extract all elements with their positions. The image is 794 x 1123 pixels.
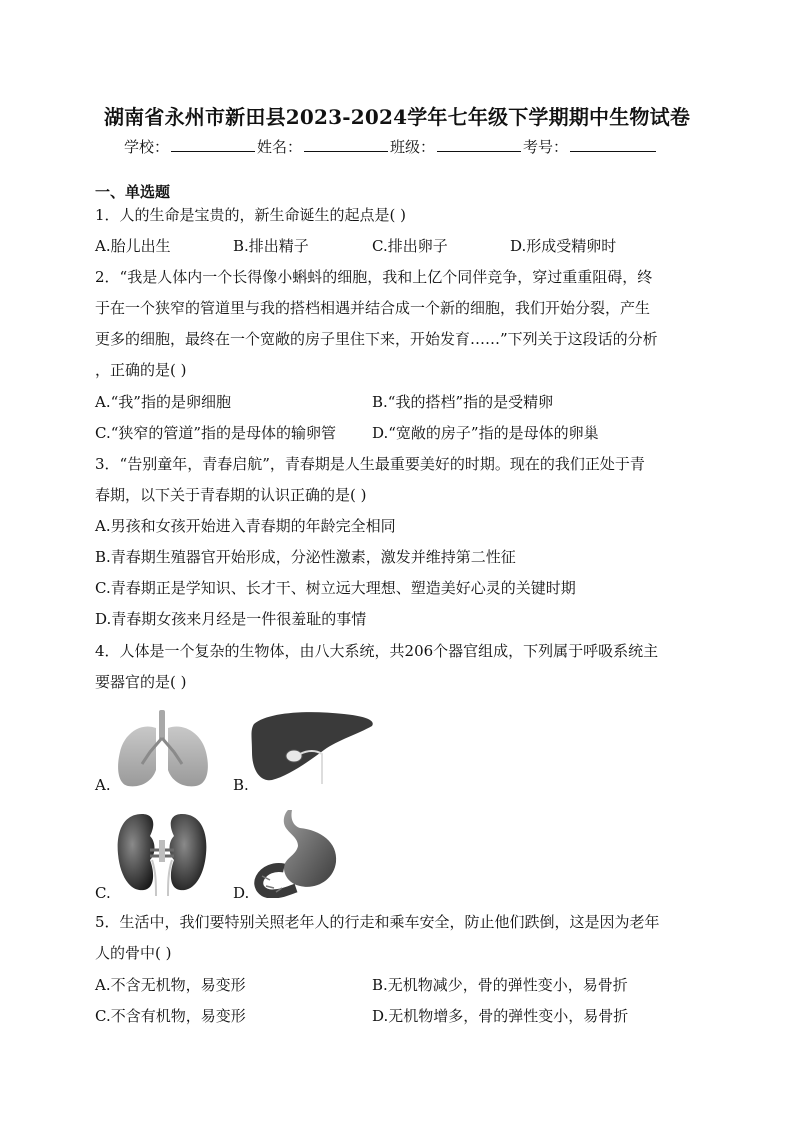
q4-option-c-label[interactable]: C. [95,884,111,902]
q5-option-b[interactable]: B.无机物减少，骨的弹性变小，易骨折 [372,976,628,994]
q3-stem-line-1: 3．“告别童年，青春启航”，青春期是人生最重要美好的时期。现在的我们正处于青 [95,455,645,473]
q2-option-d[interactable]: D.“宽敞的房子”指的是母体的卵巢 [372,424,599,442]
school-label: 学校： [124,138,170,156]
class-label: 班级： [390,138,436,156]
q5-option-c[interactable]: C.不含有机物，易变形 [95,1007,246,1025]
q4-option-d-label[interactable]: D. [233,884,250,902]
q3-option-a[interactable]: A.男孩和女孩开始进入青春期的年龄完全相同 [95,517,396,535]
q2-stem-line-3: 更多的细胞，最终在一个宽敞的房子里住下来，开始发育……”下列关于这段话的分析 [95,330,658,348]
q3-stem-line-2: 春期，以下关于青春期的认识正确的是( ) [95,486,367,504]
class-blank[interactable] [437,137,521,152]
q2-stem-line-1: 2．“我是人体内一个长得像小蝌蚪的细胞，我和上亿个同伴竞争，穿过重重阻碍，终 [95,268,653,286]
q2-stem-line-4: ，正确的是( ) [95,361,187,379]
q2-option-b[interactable]: B.“我的搭档”指的是受精卵 [372,393,554,411]
q5-stem-line-1: 5．生活中，我们要特别关照老年人的行走和乘车安全，防止他们跌倒，这是因为老年 [95,913,660,931]
q2-option-c[interactable]: C.“狭窄的管道”指的是母体的输卵管 [95,424,337,442]
name-blank[interactable] [304,137,388,152]
liver-image[interactable] [248,706,378,790]
lungs-image[interactable] [110,708,214,790]
q4-stem-line-2: 要器官的是( ) [95,673,187,691]
student-info-line [124,136,658,157]
q4-option-b-label[interactable]: B. [233,776,249,794]
q3-option-b[interactable]: B.青春期生殖器官开始形成，分泌性激素，激发并维持第二性征 [95,548,516,566]
q4-option-a-label[interactable]: A. [95,776,111,794]
school-blank[interactable] [171,137,255,152]
q3-option-d[interactable]: D.青春期女孩来月经是一件很羞耻的事情 [95,610,367,628]
q1-stem: 1．人的生命是宝贵的，新生命诞生的起点是( ) [95,206,407,224]
q5-option-d[interactable]: D.无机物增多，骨的弹性变小，易骨折 [372,1007,629,1025]
page-title: 湖南省永州市新田县2023-2024学年七年级下学期期中生物试卷 [103,105,691,129]
number-blank[interactable] [570,137,656,152]
q1-option-a[interactable]: A.胎儿出生 [95,237,171,255]
number-label: 考号： [523,138,569,156]
q3-option-c[interactable]: C.青春期正是学知识、长才干、树立远大理想、塑造美好心灵的关键时期 [95,579,576,597]
name-label: 姓名： [257,138,303,156]
q5-stem-line-2: 人的骨中( ) [95,944,172,962]
section-heading: 一、单选题 [95,183,171,201]
q1-option-c[interactable]: C.排出卵子 [372,237,448,255]
q1-option-d[interactable]: D.形成受精卵时 [510,237,617,255]
q4-stem-line-1: 4．人体是一个复杂的生物体，由八大系统，共206个器官组成，下列属于呼吸系统主 [95,642,659,660]
q2-stem-line-2: 于在一个狭窄的管道里与我的搭档相遇并结合成一个新的细胞，我们开始分裂，产生 [95,299,651,317]
stomach-image[interactable] [250,806,346,898]
q5-option-a[interactable]: A.不含无机物，易变形 [95,976,246,994]
q1-option-b[interactable]: B.排出精子 [233,237,309,255]
kidneys-image[interactable] [112,810,212,896]
q2-option-a[interactable]: A.“我”指的是卵细胞 [95,393,231,411]
